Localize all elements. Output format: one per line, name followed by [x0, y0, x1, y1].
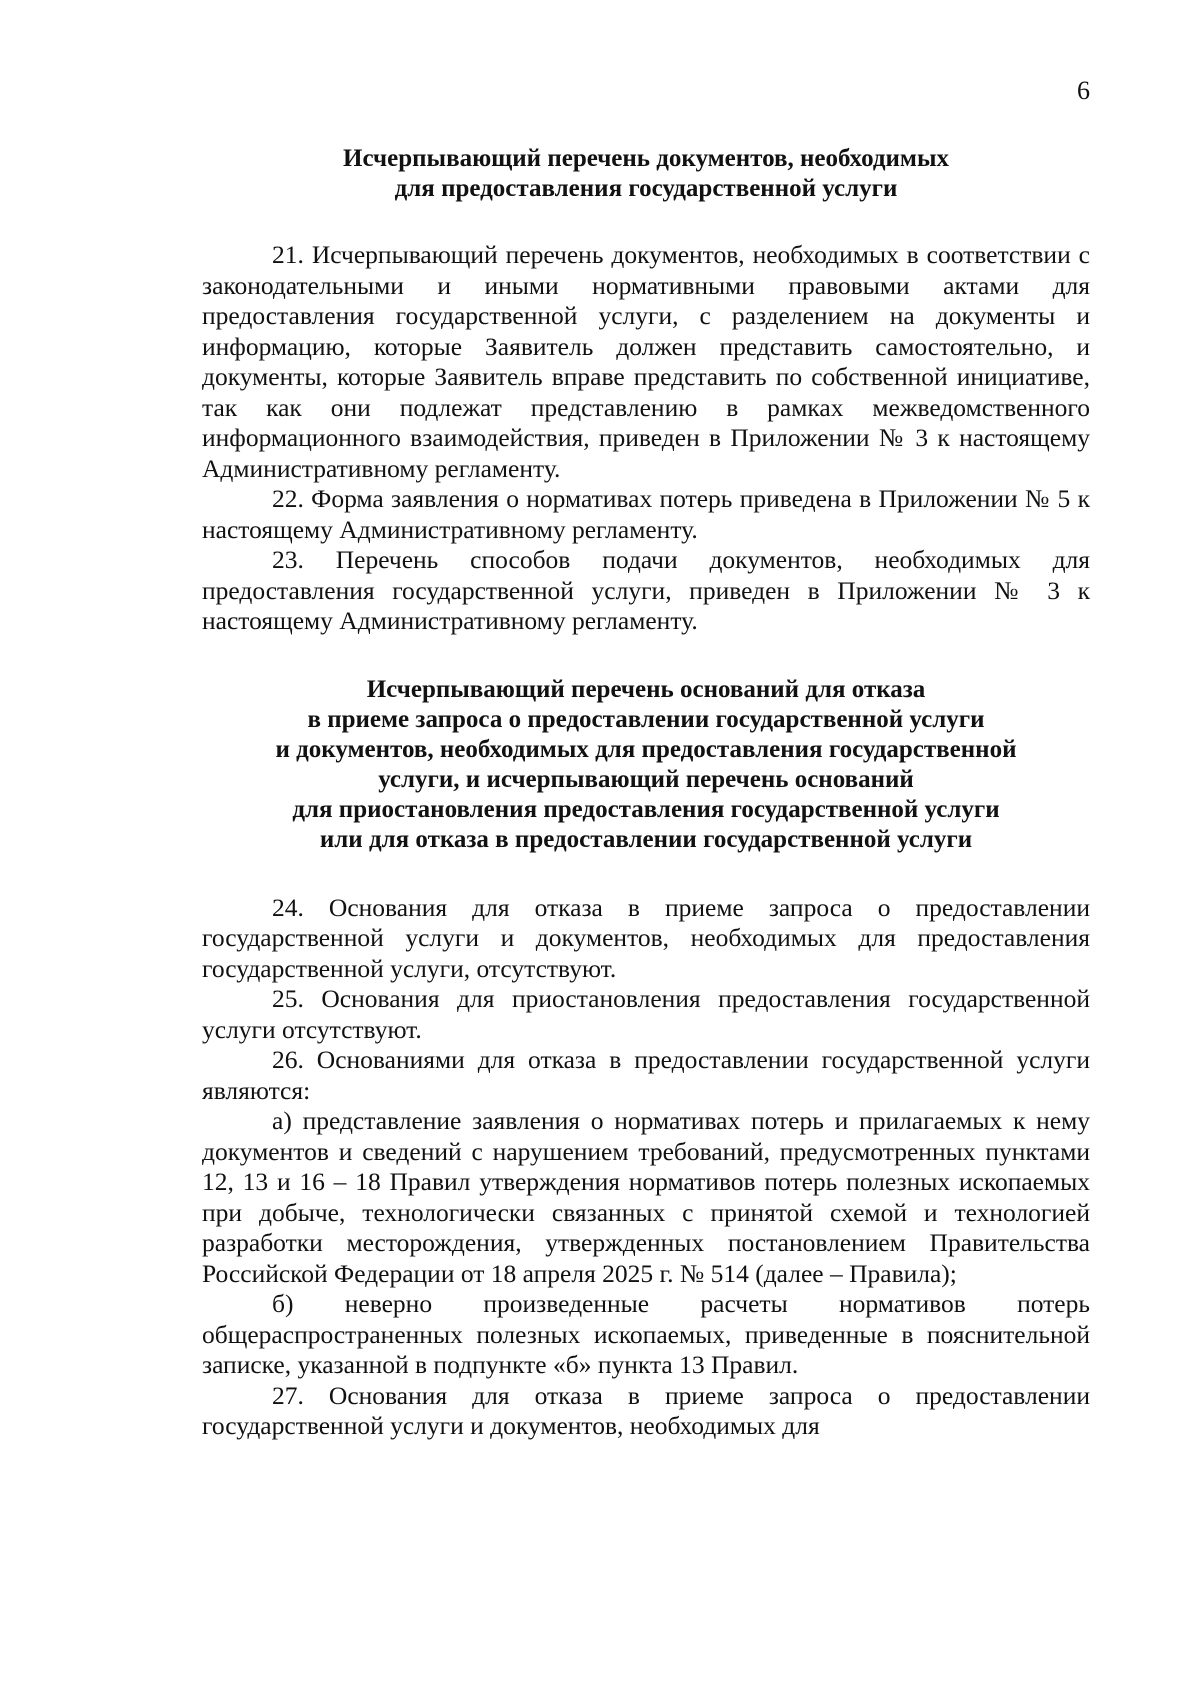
paragraph-24: 24. Основания для отказа в приеме запроса о предоставлении государственной услуги и документов, необходимых для предоставления государственной услуги, отсутствуют. [202, 892, 1090, 983]
section-heading-documents-list [202, 144, 1090, 204]
document-body [202, 144, 1090, 1442]
paragraph-27: 27. Основания для отказа в приеме запроса о предоставлении государственной услуги и документов, необходимых для [202, 1380, 1090, 1440]
paragraph-23: 23. Перечень способов подачи документов, необходимых для предоставления государственной услуги, приведен в Приложении № 3 к настоящему Административному регламенту. [202, 545, 1090, 635]
heading-line: услуги, и исчерпывающий перечень оснований [378, 765, 914, 793]
paragraph-26-b: б) неверно произведенные расчеты нормативов потерь общераспространенных полезных ископаемых, приведенные в пояснительной записке, указанной в подпункте «б» пункта 13 Правил. [202, 1289, 1090, 1379]
heading-line: Исчерпывающий перечень документов, необходимых [343, 145, 949, 172]
section-heading-refusal-grounds [202, 675, 1090, 855]
page-number: 6 [1077, 76, 1090, 105]
heading-line: в приеме запроса о предоставлении государственной услуги [307, 705, 985, 733]
heading-line: для предоставления государственной услуги [394, 175, 898, 202]
heading-line: для приостановления предоставления государственной услуги [292, 795, 1000, 823]
paragraph-22: 22. Форма заявления о нормативах потерь приведена в Приложении № 5 к настоящему Административному регламенту. [202, 484, 1090, 544]
paragraph-21: 21. Исчерпывающий перечень документов, необходимых в соответствии с законодательными и иными нормативными правовыми актами для предоставления государственной услуги, с разделением на документы и информацию, которые Заявитель должен представить самостоятельно, и документы, которые Заявитель вправе представить по собственной инициативе, так как они подлежат представлению в рамках межведомственного информационного взаимодействия, приведен в Приложении № 3 к настоящему Административному регламенту. [202, 240, 1090, 483]
paragraph-26-a: а) представление заявления о нормативах потерь и прилагаемых к нему документов и сведений с нарушением требований, предусмотренных пунктами 12, 13 и 16 – 18 Правил утверждения нормативов потерь полезных ископаемых при добыче, технологически связанных с принятой схемой и технологией разработки месторождения, утвержденных постановлением Правительства Российской Федерации от 18 апреля 2025 г. № 514 (далее – Правила); [202, 1106, 1090, 1288]
heading-line: или для отказа в предоставлении государственной услуги [319, 825, 973, 853]
paragraph-25: 25. Основания для приостановления предоставления государственной услуги отсутствуют. [202, 984, 1090, 1044]
heading-line: и документов, необходимых для предоставления государственной [275, 735, 1017, 763]
heading-line: Исчерпывающий перечень оснований для отказа [366, 675, 926, 703]
paragraph-26: 26. Основаниями для отказа в предоставлении государственной услуги являются: [202, 1045, 1090, 1105]
